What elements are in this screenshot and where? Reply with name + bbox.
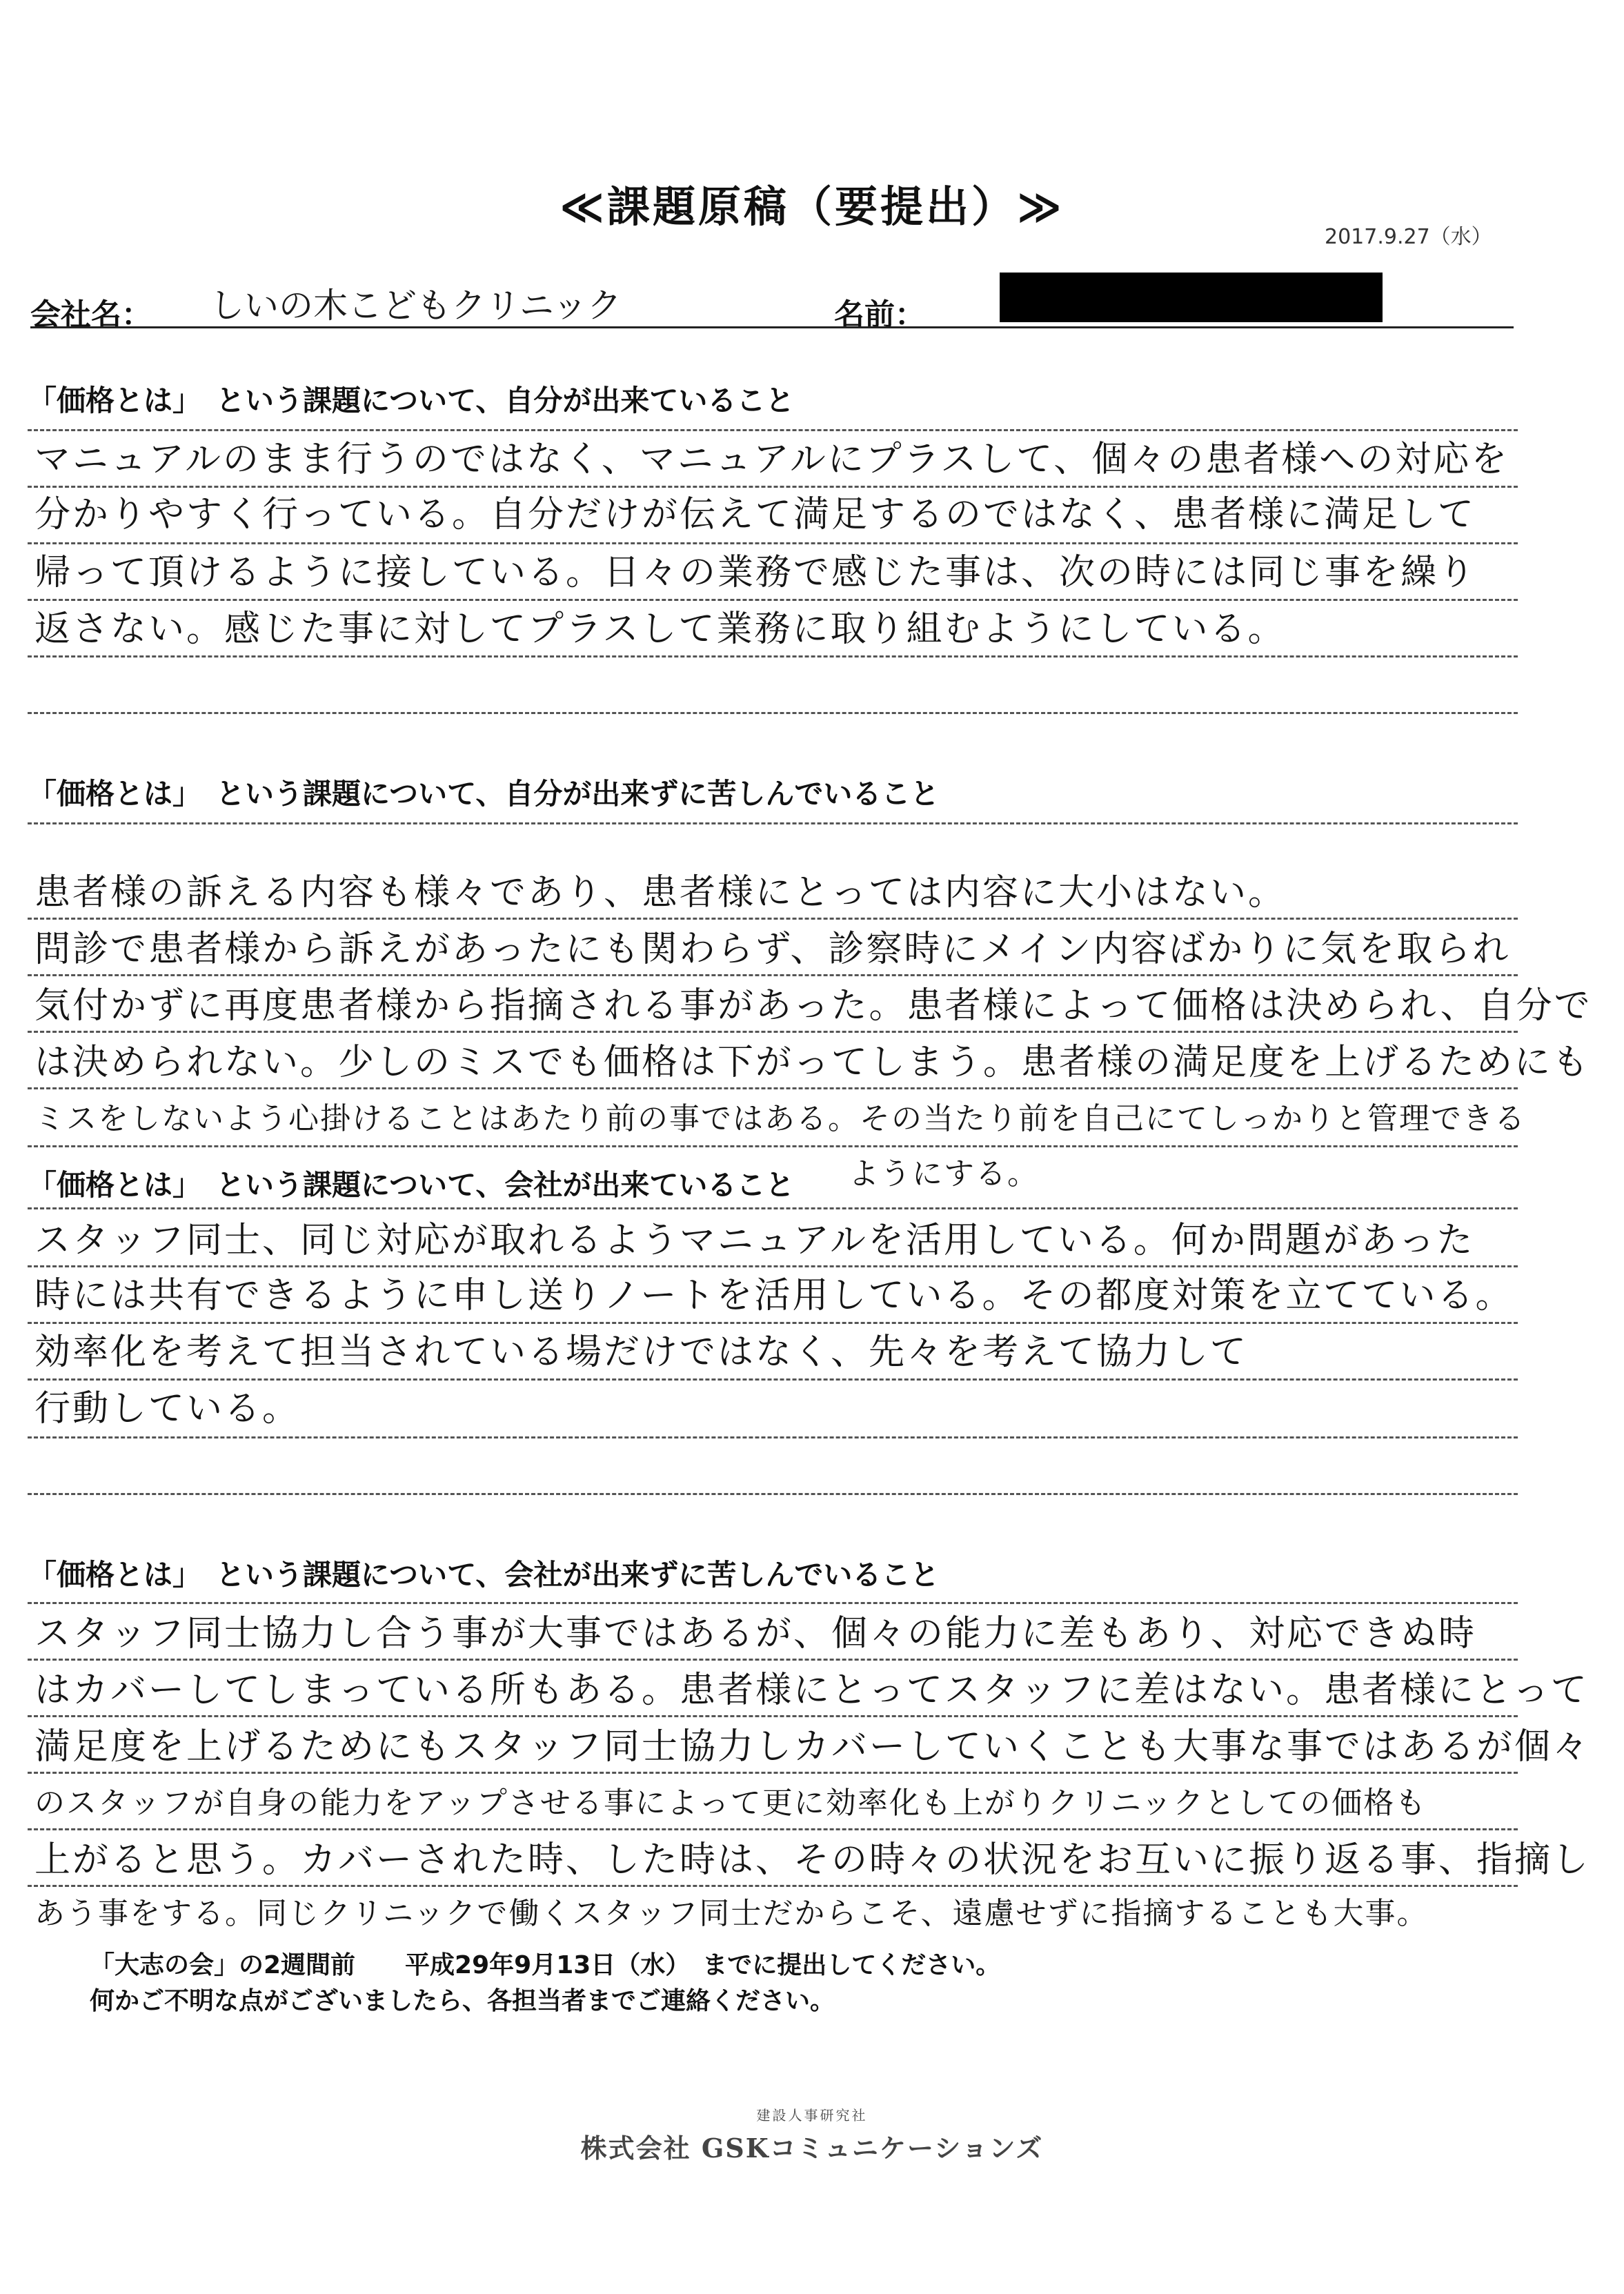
section-3-line-1: スタッフ同士、同じ対応が取れるようマニュアルを活用している。何か問題があった — [34, 1220, 1475, 1261]
rule — [28, 1265, 1518, 1267]
name-redaction-box — [1000, 273, 1383, 322]
rule — [28, 1715, 1518, 1717]
rule — [28, 1031, 1518, 1033]
section-3-line-2: 時には共有できるように申し送りノートを活用している。その都度対策を立てている。 — [34, 1275, 1514, 1316]
rule — [28, 1772, 1518, 1774]
section-1-line-1: マニュアルのまま行うのではなく、マニュアルにプラスして、個々の患者様への対応を — [34, 439, 1509, 480]
rule — [28, 1602, 1518, 1604]
section-2-line-4: は決められない。少しのミスでも価格は下がってしまう。患者様の満足度を上げるためにも — [34, 1042, 1591, 1083]
rule — [28, 1436, 1518, 1438]
section-3-line-4: 行動している。 — [34, 1388, 301, 1430]
rule — [28, 1828, 1518, 1830]
rule — [28, 1145, 1518, 1147]
header-fields — [30, 273, 1514, 333]
section-4-line-4: のスタッフが自身の能力をアップさせる事によって更に効率化も上がりクリニックとしての価格も — [34, 1786, 1427, 1821]
rule — [28, 1322, 1518, 1324]
section-4-line-1: スタッフ同士協力し合う事が大事ではあるが、個々の能力に差もあり、対応できぬ時 — [34, 1613, 1477, 1654]
name-label: 名前： — [834, 297, 925, 333]
rule — [28, 712, 1518, 714]
section-2-line-2: 問診で患者様から訴えがあったにも関わらず、診察時にメイン内容ばかりに気を取られ — [34, 929, 1511, 970]
rule — [28, 822, 1518, 824]
section-2-heading: 「価格とは」 という課題について、自分が出来ずに苦しんでいること — [28, 777, 940, 811]
logo-subtitle: 建設人事研究社 — [756, 2107, 868, 2124]
rule — [28, 1659, 1518, 1661]
section-4-line-6: あう事をする。同じクリニックで働くスタッフ同士だからこそ、遠慮せずに指摘することも大事。 — [34, 1896, 1429, 1931]
page-title: ≪課題原稿（要提出）≫ — [560, 181, 1064, 232]
section-2-line-6: ようにする。 — [849, 1156, 1039, 1192]
company-value: しいの木こどもクリニック — [210, 286, 622, 326]
company-label: 会社名： — [30, 297, 152, 333]
section-4-line-5: 上がると思う。カバーされた時、した時は、その時々の状況をお互いに振り返る事、指摘し — [34, 1839, 1591, 1881]
section-2-line-5: ミスをしないよう心掛けることはあたり前の事ではある。その当たり前を自己にてしっかりと管理できる — [34, 1101, 1526, 1136]
section-2-line-3: 気付かずに再度患者様から指摘される事があった。患者様によって価格は決められ、自分で — [34, 985, 1592, 1027]
section-1-line-4: 返さない。感じた事に対してプラスして業務に取り組むようにしている。 — [34, 609, 1286, 650]
rule — [28, 1493, 1518, 1495]
logo-name: 株式会社 GSKコミュニケーションズ — [580, 2133, 1044, 2164]
rule — [28, 429, 1518, 431]
rule — [28, 974, 1518, 976]
section-4-line-2: はカバーしてしまっている所もある。患者様にとってスタッフに差はない。患者様にとって — [34, 1670, 1589, 1711]
rule — [28, 655, 1518, 657]
section-2-line-1: 患者様の訴える内容も様々であり、患者様にとっては内容に大小はない。 — [34, 872, 1286, 913]
section-4-line-3: 満足度を上げるためにもスタッフ同士協力しカバーしていくことも大事な事ではあるが個々 — [34, 1726, 1591, 1768]
rule — [28, 599, 1518, 601]
rule — [28, 542, 1518, 544]
deadline-note: 「大志の会」の2週間前 平成29年9月13日（水） までに提出してください。 — [90, 1951, 1001, 1979]
submission-date: 2017.9.27（水） — [1325, 225, 1492, 249]
section-1-heading: 「価格とは」 という課題について、自分が出来ていること — [28, 384, 795, 417]
section-3-line-3: 効率化を考えて担当されている場だけではなく、先々を考えて協力して — [34, 1332, 1248, 1373]
section-1-line-2: 分かりやすく行っている。自分だけが伝えて満足するのではなく、患者様に満足して — [34, 494, 1476, 535]
rule — [28, 918, 1518, 920]
rule — [28, 1885, 1518, 1887]
company-logo — [0, 2104, 1624, 2165]
section-3-heading: 「価格とは」 という課題について、会社が出来ていること — [28, 1168, 795, 1202]
rule — [28, 486, 1518, 488]
rule — [28, 1087, 1518, 1089]
contact-note: 何かご不明な点がございましたら、各担当者までご連絡ください。 — [90, 1987, 835, 2015]
header-underline — [30, 326, 1514, 328]
rule — [28, 1378, 1518, 1381]
section-1-line-3: 帰って頂けるように接している。日々の業務で感じた事は、次の時には同じ事を繰り — [34, 552, 1477, 593]
section-4-heading: 「価格とは」 という課題について、会社が出来ずに苦しんでいること — [28, 1558, 940, 1592]
rule — [28, 1207, 1518, 1209]
